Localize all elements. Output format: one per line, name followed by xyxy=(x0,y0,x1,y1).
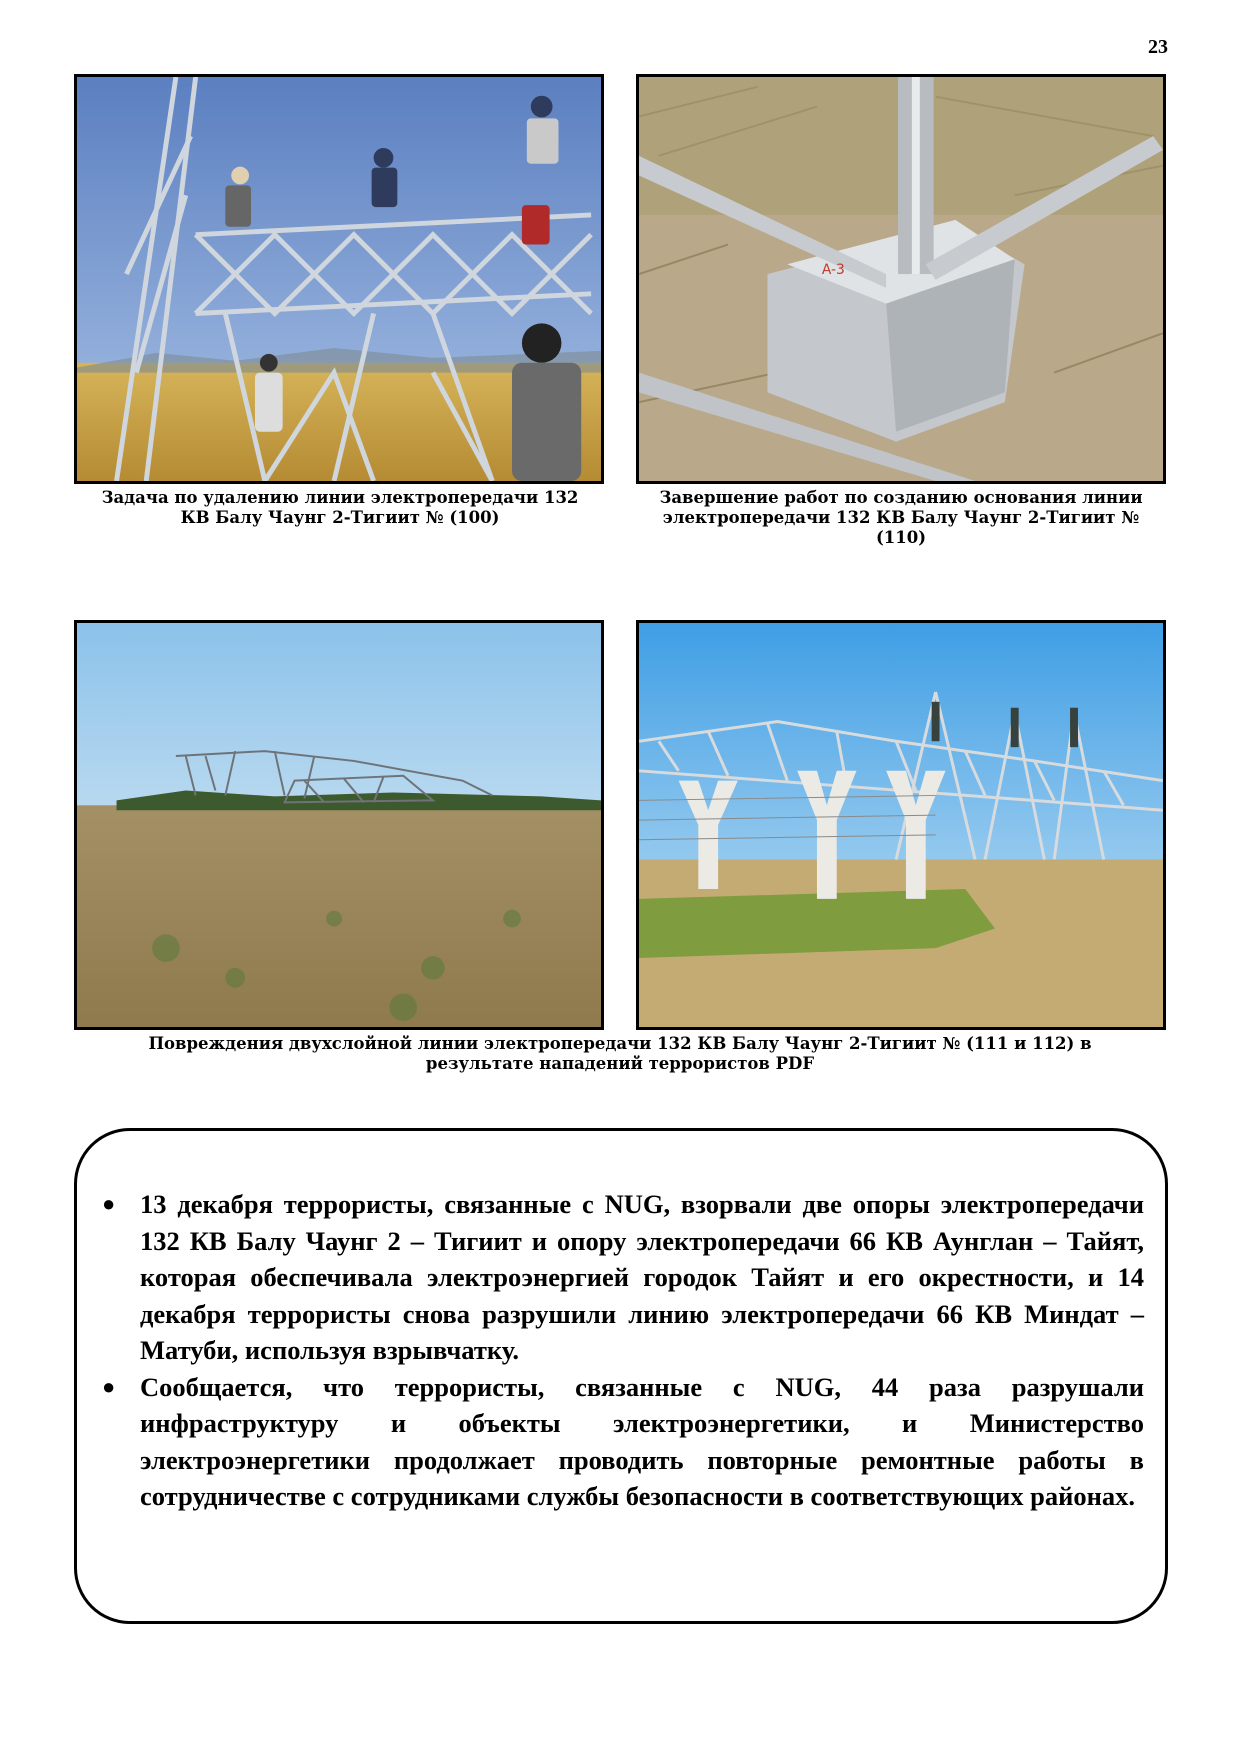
photo-tower-removal xyxy=(74,74,604,484)
photo-fallen-towers-fence xyxy=(636,620,1166,1030)
caption-photo-1: Задача по удалению линии электропередачи 132 КВ Балу Чаунг 2-Тигиит № (100) xyxy=(101,488,579,527)
fallen-towers-fence-icon xyxy=(639,623,1163,1027)
collapsed-tower-field-icon xyxy=(77,623,601,1027)
caption-photo-2: Завершение работ по созданию основания линии электропередачи 132 КВ Балу Чаунг 2-Тигиит № (110) xyxy=(659,488,1143,547)
shared-caption: Повреждения двухслойной линии электропередачи 132 КВ Балу Чаунг 2-Тигиит № (111 и 112) в результате нападений террористов PDF xyxy=(148,1034,1092,1073)
photo-tower-foundation xyxy=(636,74,1166,484)
svg-text:A-3: A-3 xyxy=(821,262,845,279)
list-item: ● 13 декабря террористы, связанные с NUG, взорвали две опоры электропередачи 132 КВ Балу Чаунг 2 – Тигиит и опору электропередачи 66 КВ Аунглан – Тайят, которая обеспечивала электроэнергией городок Тайят и его окрестности, и 14 декабря террористы снова разрушили линию электропередачи 66 КВ Миндат – Матуби, используя взрывчатку. xyxy=(96,1186,1144,1369)
page-number: 23 xyxy=(1148,36,1168,58)
tower-foundation-icon xyxy=(639,77,1163,481)
bullet-list xyxy=(96,1186,1144,1515)
bullet-icon: ● xyxy=(102,1191,116,1216)
photo-collapsed-tower-field xyxy=(74,620,604,1030)
bullet-icon: ● xyxy=(102,1373,116,1399)
list-item: ● Сообщается, что террористы, связанные с NUG, 44 раза разрушали инфраструктуру и объекты электроэнергетики, и Министерство электроэнергетики продолжает проводить повторные ремонтные работы в сотрудничестве с сотрудниками службы безопасности в соответствующих районах. xyxy=(96,1369,1144,1515)
workers-on-tower-icon xyxy=(77,77,601,481)
